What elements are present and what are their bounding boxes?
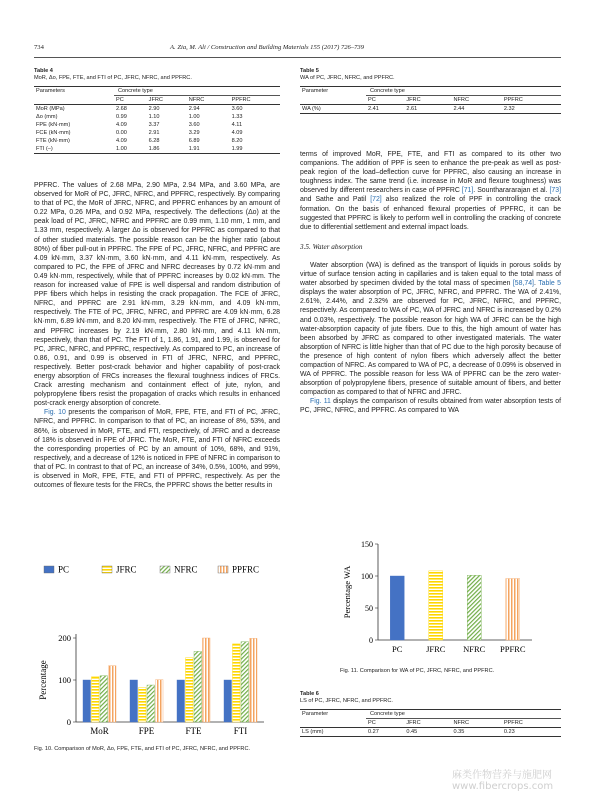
column-header: PC [366,96,404,105]
table-cell: 3.60 [188,122,200,128]
column-header: Parameters [34,87,114,96]
running-title: A. Zia, M. Ali / Construction and Building Materials 155 (2017) 726–739 [170,44,365,51]
column-group-header: Concrete type [366,87,561,96]
paragraph-text: also realized the role of PPF in controlling the crack formation. On the basis of enhanced flexural properties of PPFRC, it can be suggested that PPFRC is likely to perform well in controlling the cracking of concrete due to differential settlement and external impact loads. [300,196,561,231]
table-cell: 2.44 [451,105,501,114]
row-label: MoR (MPa) [36,106,65,112]
bar-jfrc [92,677,100,722]
table-row [34,105,280,114]
table-header-row [300,87,561,96]
table-cell: 1.33 [231,114,243,120]
column-header: JFRC [404,96,451,105]
paragraph [300,397,561,415]
table-cell: 2.32 [502,105,561,114]
table-header-row [300,710,561,719]
table-5-caption: WA of PC, JFRC, NFRC, and PPFRC. [300,75,395,81]
table-cell: 6.28 [148,138,160,144]
paragraph-text: terms of improved MoR, FPE, FTE, and FTI as compared to its other two companions. The addition of PPF is seen to enhance the pre-peak as well as post-peak region of the load–deflection curve for PPFRC, also causing an increase in toughness index. The same trend (i.e. increase in MoR and flexure toughness) was observed by different researchers in case of PPFRC [300,151,561,195]
bar-jfrc [186,658,194,722]
table-cell: 0.35 [451,728,501,737]
column-header: PC [114,96,147,105]
bar-ppfrc [156,680,164,722]
table-row [300,105,561,114]
paragraph-text: Water absorption (WA) is defined as the transport of liquids in porous solids by virtue of surface tension acting in capillaries and is taken equal to the total mass of water absorbed by specimen divided by the total mass of specimen [300,261,561,288]
chart-legend [44,565,259,575]
paragraph: PPFRC. The values of 2.68 MPa, 2.90 MPa, 2.94 MPa, and 3.60 MPa, are observed for MoR of PC, JFRC, NFRC, and PPFRC, respectively. By comparing to that of PC, the MoR of JFRC, NFRC, and PPFRC enhances by an amount of 0.22 MPa, 0.26 MPa, and 0.92 MPa, respectively. The deflections (Δo) at the peak load of PC, JFRC, NFRC and PPFRC are 0.99 mm, 1.10 mm, 1 mm, and 1.33 mm, respectively. A larger Δo is observed for PPFRC as compared to that of other studied materials. The possible reason can be the higher ratio (about 80%) of fiber pull-out in PPFRC. The FPE of PC, JFRC, NFRC, and PPFRC are 4.09 kN·mm, 3.37 kN·mm, 3.60 kN·mm, and 4.11 kN·mm, respectively. As compared to PC, the FPE of JFRC and NFRC decreases by 0.72 kN·mm and 0.49 kN·mm, respectively, while that of PPFRC increases by 0.02 kN·mm. The reason for increased value of FPE is well dispersal and random distribution of PPF fibers which helps in resisting the crack propagation. The FCE of JFRC, NFRC, and PPFRC are 2.91 kN·mm, 3.29 kN·mm, and 4.09 kN·mm, respectively. The FTE of PC, JFRC, NFRC, and PPFRC are 4.09 kN·mm, 6.28 kN·mm, 6.89 kN·mm, and 8.20 kN·mm, respectively. The FTE of JFRC, NFRC, and PPFRC increases by 2.19 kN·mm, 2.80 kN·mm, and 4.11 kN·mm, respectively, than that of PC. The FTI of 1, 1.86, 1.91, and 1.99, is observed for PC, JFRC, NFRC, and PPFRC, respectively. As compared to PC, an increase of 0.86, 0.91, and 0.99 is observed in FTI of JFRC, NFRC, and PPFRC, respectively. Better post-crack behavior and higher capability of post-crack energy absorption of FRCs increases the flexural toughness indices of FRCs. Crack arresting mechanism and containment effect of jute, nylon, and polypropylene fibers resist the propagation of cracks which results in enhanced post-crack energy absorption of concrete. [34,182,280,408]
y-tick-label: 100 [58,675,71,685]
table-row [300,728,561,737]
column-header: PPFRC [230,96,280,105]
table-cell: 0.99 [116,114,127,120]
paragraph-text: presents the comparison of MoR, FPE, FTE, and FTI of PC, JFRC, NFRC, and PPFRC. In comparison to that of PC, an increase of 8%, 53%, and 86%, is observed in MoR, FTE, and FTI, respectively, of JFRC and a decrease of 18% is observed in FPE of JFRC. The MoR, FTE, and FTI of NFRC exceeds the corresponding properties of PC by an amount of 10%, 68%, and 91%, respectively, and a decrease of 12% is noticed in FPE of NFRC in comparison to that of PC. In contrast to that of PC, an increase of 34%, 0.5%, 100%, and 99%, is observed in MoR, FPE, FTE, and FTI of PPFRC, respectively. As per the outcomes of flexure tests for the FRCs, the PPFRC shows the better results in [34,409,280,490]
bar-ppfrc [109,666,117,722]
table-cell: 2.68 [116,106,127,112]
column-header: PPFRC [502,719,561,728]
column-header: JFRC [147,96,187,105]
table-cell: 0.27 [366,728,404,737]
paragraph-text: and Sathe and Patil [300,196,371,204]
row-label: FTE (kN·mm) [36,138,70,144]
column-header: PC [366,719,404,728]
column-header: Parameter [300,87,366,96]
table-cell: 4.09 [231,130,243,136]
y-tick-label: 200 [58,633,71,643]
column-header: PPFRC [502,96,561,105]
bar-nfrc [241,642,249,722]
table-6 [300,691,561,737]
bar-ppfrc [506,579,520,640]
bar-jfrc [429,571,443,640]
row-label: FCE (kN·mm) [36,130,71,136]
table-5-link[interactable]: Table 5 [538,280,562,288]
bar-nfrc [194,651,202,722]
table-5-grid [300,86,561,114]
column-header: JFRC [404,719,451,728]
y-tick-label: 50 [365,604,373,613]
row-label: LS (mm) [300,728,366,737]
table-cell: 3.29 [188,130,200,136]
bar-pc [83,680,91,722]
legend-swatch [102,566,112,573]
y-tick-label: 100 [361,572,373,581]
legend-swatch [44,566,54,573]
table-5-title: Table 5 [300,68,319,74]
paragraph-text: displays the water absorption of PC, JFRC, NFRC, and PPFRC. The WA of 2.41%, 2.61%, 2.44%, and 2.32% are observed for PC, JFRC, NFRC, and PPFRC, respectively. As compared to WA of PC, WA of JFRC and NFRC is increased by 0.2% and 0.03%, respectively. The possible reason for high WA of JFRC can be the high water-absorption capacity of jute fibers. Due to this, the high amount of water has been absorbed by JFRC as compared to other investigated materials. The water absorption of NFRC is little higher than that of PC due to the high porosity because of the presence of high content of nylon fibers which adversely affect the better compaction of NFRC. As compared to WA of PC, a decrease of 0.09% is observed in WA of PPFRC. The possible reason for less WA of PPFRC can be the zero water-absorption of polypropylene fibers, presence of suitable amount of fibers, and better compaction as compared to that of NFRC and JFRC. [300,289,561,397]
table-row [34,137,280,145]
table-cell: 8.20 [231,138,243,144]
x-tick-label: MoR [90,726,109,736]
table-cell: 0.00 [116,130,127,136]
bar-nfrc [147,685,155,722]
column-group-header: Concrete type [114,87,280,96]
paragraph [300,150,561,232]
x-tick-label: NFRC [463,644,486,654]
x-tick-label: PC [392,644,403,654]
legend-swatch [218,566,228,573]
ref-link[interactable]: [73] [549,187,561,195]
watermark: 麻类作物营养与施肥网 www.fibercrops.com [452,770,554,792]
x-tick-label: FPE [138,726,155,736]
bar-nfrc [100,676,108,722]
table-cell: 3.37 [148,122,160,128]
fig-11-chart [340,536,536,660]
ref-link[interactable]: [72] [370,196,382,204]
table-header-row [300,719,561,728]
column-header [300,719,366,728]
table-row [34,145,280,154]
table-header-row [300,96,561,105]
column-header [34,96,114,105]
table-4-grid [34,86,280,154]
table-cell: 1.99 [230,145,280,154]
bar-ppfrc [203,638,211,722]
table-4-caption: MoR, Δo, FPE, FTE, and FTI of PC, JFRC, NFRC, and PPFRC. [34,75,192,81]
table-cell: 1.00 [188,114,200,120]
table-cell: 2.41 [366,105,404,114]
section-heading: 3.5. Water absorption [300,242,363,251]
fig-11-caption: Fig. 11. Comparison for WA of PC, JFRC, NFRC, and PPFRC. [340,668,495,674]
column-header [300,96,366,105]
ref-link[interactable]: [58,74] [512,280,534,288]
legend-label: PC [58,564,70,575]
row-label: WA (%) [300,105,366,114]
paragraph-text: . Sountharararajan et al. [473,187,550,195]
x-tick-label: FTI [233,726,248,736]
bar-nfrc [467,575,481,640]
table-cell: 2.91 [148,130,160,136]
row-label: FPE (kN·mm) [36,122,71,128]
bar-jfrc [233,644,241,722]
table-row [34,113,280,121]
table-cell: 1.10 [148,114,160,120]
column-header: NFRC [451,96,501,105]
x-tick-label: JFRC [426,644,446,654]
table-cell: 1.00 [114,145,147,154]
fig-10-link[interactable]: Fig. 10 [44,409,66,417]
table-cell: 2.90 [148,106,160,112]
header-rule [34,57,561,58]
table-cell: 1.91 [187,145,230,154]
ref-link[interactable]: [71] [461,187,474,195]
x-tick-label: FTE [185,726,202,736]
table-cell: 4.11 [231,122,243,128]
table-row [34,129,280,137]
fig-11-link[interactable]: Fig. 11 [310,398,331,406]
legend-label: JFRC [116,564,137,575]
table-row [34,121,280,129]
table-header-row [34,96,280,105]
fig-10-chart [34,560,280,746]
column-header: NFRC [187,96,230,105]
table-cell: 3.60 [231,106,243,112]
table-6-grid [300,709,561,737]
table-cell: 0.45 [404,728,451,737]
table-6-title: Table 6 [300,691,319,697]
legend-label: PPFRC [232,564,260,575]
table-4-title: Table 4 [34,68,53,74]
table-cell: 1.86 [147,145,187,154]
table-4 [34,68,280,154]
table-cell: 2.94 [188,106,200,112]
bar-pc [177,680,185,722]
legend-swatch [160,566,170,573]
bar-pc [390,576,404,640]
page-number: 734 [34,44,44,51]
column-header: Parameter [300,710,366,719]
y-axis-label: Percentage [38,660,48,700]
table-cell: 2.61 [404,105,451,114]
table-cell: 6.89 [188,138,200,144]
bar-pc [130,680,138,722]
row-label: FTI (–) [34,145,114,154]
table-header-row [34,87,280,96]
y-axis-label: Percentage WA [342,565,352,619]
paragraph-text: . [533,280,539,288]
legend-label: NFRC [174,564,198,575]
paragraph [300,261,561,397]
table-cell: 0.23 [502,728,561,737]
table-cell: 4.09 [116,138,127,144]
bar-pc [224,680,232,722]
bar-ppfrc [250,638,258,722]
bar-jfrc [139,688,147,722]
y-tick-label: 0 [66,717,71,727]
fig-10-caption: Fig. 10. Comparison of MoR, Δo, FPE, FTE, and FTI of PC, JFRC, NFRC, and PPFRC. [34,746,251,752]
y-tick-label: 0 [369,636,373,645]
paragraph-text: displays the comparison of results obtained from water absorption tests of PC, JFRC, NFRC, and PPFRC. As compared to WA [300,398,561,415]
column-group-header: Concrete type [366,710,561,719]
table-6-caption: LS of PC, JFRC, NFRC, and PPFRC. [300,698,393,704]
column-header: NFRC [451,719,501,728]
row-label: Δo (mm) [36,114,58,120]
table-5 [300,68,561,114]
x-tick-label: PPFRC [499,644,526,654]
right-column-text [300,150,561,416]
table-cell: 4.09 [116,122,127,128]
paragraph [34,408,280,490]
y-tick-label: 150 [361,540,373,549]
left-column-text [34,181,280,490]
